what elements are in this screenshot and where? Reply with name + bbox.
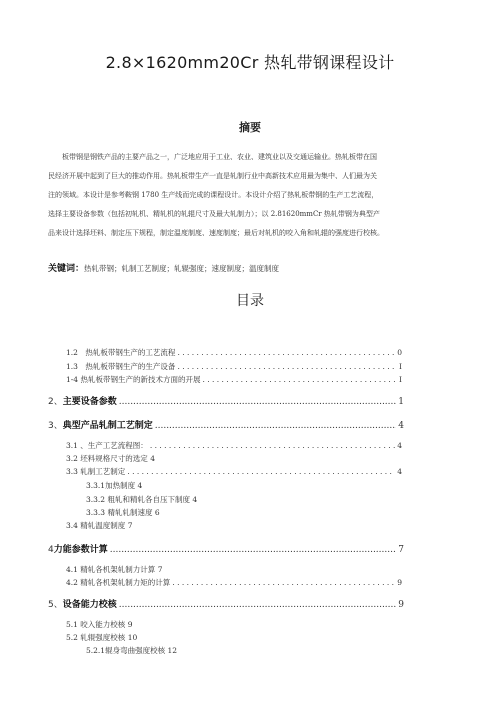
toc-leader <box>119 397 397 407</box>
toc-entry[interactable] <box>66 361 402 373</box>
toc-chapter-entry[interactable] <box>48 597 404 609</box>
toc-leader <box>127 467 395 476</box>
keywords-label: 关键词： <box>48 264 85 274</box>
toc-chapter-title: 主要设备参数 <box>62 397 117 407</box>
toc-chapter-entry[interactable] <box>48 542 404 554</box>
toc-entry[interactable] <box>86 480 402 492</box>
toc-entry[interactable] <box>66 347 402 359</box>
toc-chapter-label <box>48 597 117 610</box>
toc-page-number: 1 <box>398 397 404 407</box>
keywords-text: 热轧带钢；轧制工艺制度；轧辊强度；速度制度；温度制度 <box>84 264 280 273</box>
toc-leader <box>202 375 397 384</box>
toc-entry-label: 1-4 热轧板带钢生产的新技术方面的开展 <box>66 375 201 384</box>
toc-leader <box>150 441 395 450</box>
toc-entry[interactable] <box>66 374 402 386</box>
toc-entry[interactable] <box>66 632 402 644</box>
toc-leader <box>155 421 397 431</box>
toc-entry-label: 5.2 轧辊强度校核 10 <box>66 633 138 642</box>
toc-entry[interactable] <box>66 619 402 631</box>
abstract-body <box>48 148 458 243</box>
toc-entry-label: 5.1 咬入能力校核 9 <box>66 620 133 629</box>
toc-chapter-label <box>48 418 153 431</box>
toc-entry[interactable] <box>66 520 402 532</box>
abstract-line: 品来设计选择坯料、制定压下规程，制定温度制度、速度制度；最后对轧机的咬入角和轧辊的强度进行校核。 <box>48 229 384 237</box>
toc-chapter-title: 典型产品轧制工艺制定 <box>62 421 153 431</box>
toc-entry-label: 3.3 轧制工艺制定 <box>66 467 126 476</box>
toc-entry-label: 3.2 坯料规格尺寸的选定 4 <box>66 454 155 463</box>
toc-chapter-number: 3、 <box>48 421 63 431</box>
toc-chapter-entry[interactable] <box>48 394 404 406</box>
toc-entry-label: 3.3.3 精轧轧制速度 6 <box>86 508 160 517</box>
toc-chapter-number: 4 <box>48 545 54 555</box>
toc-page-number: 4 <box>397 441 402 450</box>
toc-entry[interactable] <box>86 494 402 506</box>
toc-page-number: 9 <box>398 600 404 610</box>
abstract-line: 板带钢是钢铁产品的主要产品之一，广泛地应用于工业、农业、建筑业以及交通运输业。热轧板带在国 <box>48 153 377 161</box>
abstract-line: 注的领域。本设计是参考鞍钢 1780 生产线而完成的课程设计。本设计介绍了热轧板带钢的生产工艺流程， <box>48 191 379 199</box>
abstract-line: 选择主要设备参数（包括初轧机、精轧机的轧辊尺寸及最大轧制力）；以 2.81620mmCr 热轧带钢为典型产 <box>48 210 380 218</box>
toc-chapter-label <box>48 394 117 407</box>
toc-entry[interactable] <box>66 453 402 465</box>
toc-leader <box>177 348 395 357</box>
toc-leader <box>110 545 397 555</box>
toc-chapter-title: 设备能力校核 <box>62 600 117 610</box>
toc-chapter-number: 5、 <box>48 600 63 610</box>
toc-page-number: 4 <box>397 467 402 476</box>
toc-chapter-number: 2、 <box>48 397 63 407</box>
toc-page-number: 0 <box>397 348 402 357</box>
toc-chapter-title: 力能参数计算 <box>53 545 108 555</box>
toc-entry-label: 3.3.2 粗轧和精轧各自压下制度 4 <box>86 495 198 504</box>
toc-chapter-label <box>48 542 108 555</box>
toc-page-number: 4 <box>398 421 404 431</box>
abstract-line: 民经济开展中起到了巨大的推动作用。热轧板带生产一直是轧制行业中高新技术应用最为集中、人们最为关 <box>48 172 377 180</box>
toc-leader <box>177 362 397 371</box>
toc-entry-label: 4.2 精轧各机架轧制力矩的计算 <box>66 578 171 587</box>
toc-entry-label: 4.1 精轧各机架轧制力计算 7 <box>66 565 163 574</box>
toc-entry-label: 3.4 精轧温度制度 7 <box>66 521 133 530</box>
toc-entry[interactable] <box>66 466 402 478</box>
toc-entry-label: 1.2 热轧板带钢生产的工艺流程 <box>66 348 176 357</box>
toc-entry[interactable] <box>66 440 402 452</box>
toc-heading: 目录 <box>236 293 264 309</box>
keywords <box>48 261 468 274</box>
document-title: 2.8×1620mm20Cr 热轧带钢课程设计 <box>105 53 395 72</box>
toc-page-number: I <box>399 362 402 371</box>
toc-entry-label: 5.2.1辊身弯曲强度校核 12 <box>86 646 178 655</box>
toc-page-number: 7 <box>398 545 404 555</box>
toc-entry[interactable] <box>86 645 402 657</box>
toc-entry[interactable] <box>86 507 402 519</box>
abstract-heading: 摘要 <box>239 121 261 134</box>
toc-leader <box>119 600 397 610</box>
toc-entry-label: 3.1 、生产工艺流程图： <box>66 441 148 450</box>
toc-leader <box>172 578 395 587</box>
toc-entry-label: 1.3 热轧板带钢生产的生产设备 <box>66 362 176 371</box>
toc-chapter-entry[interactable] <box>48 418 404 430</box>
toc-page-number: I <box>399 375 402 384</box>
toc-entry[interactable] <box>66 564 402 576</box>
toc-entry[interactable] <box>66 577 402 589</box>
toc-page-number: 9 <box>397 578 402 587</box>
toc-entry-label: 3.3.1加热制度 4 <box>86 481 143 490</box>
